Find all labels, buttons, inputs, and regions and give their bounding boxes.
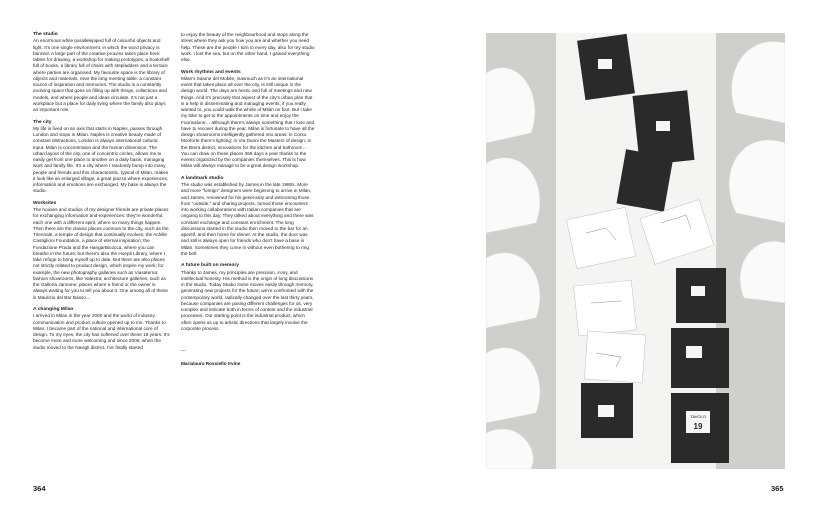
section-heading: Work rhythms and events — [181, 69, 241, 75]
section-heading: A landmark studio — [181, 175, 224, 181]
sketchbook — [584, 331, 645, 383]
box-label — [656, 121, 670, 131]
section-body-continued: to enjoy the beauty of the neighbourhood and stops along the street where they ask you how you are and whether you need help. These are the people I turn to every day, also for my studio work. I lost the sea, but on the other hand, I gained everything else. — [181, 32, 315, 62]
page-number-right: 365 — [771, 484, 784, 493]
photo-illustration — [486, 33, 785, 469]
section-body: My life is lived on an axis that starts in Naples, passes through London and stops in Milan. Naples is creative beauty made of constant distractions, London is always international cultural input. Milan is concentration and the human dimension. The urban layout of the city, one of concentric circles, allows me to easily get from one place to another on a daily basis, managing work and family life. It’s a city where I randomly bump into many people and friends and this characteristic, typical of Milan, makes it look like an enlarged village, a great piazza where experiences, information and emotions are exchanged. My base is always the studio. — [33, 125, 169, 194]
section-heading: A changing Milan — [33, 307, 74, 312]
studio-table-photo — [486, 33, 785, 469]
section-body: Thanks to James, my principles are precision, irony, and intellectual honesty. His method is the origin of long discussions in the studio. Today Studio Irvine moves easily through memory, generating new projects for the future; we’re confronted with the contemporary world, radically changed over the last thirty years, because companies are posing different challenges for us, very complex and intricate both in terms of content and the industrial processes. Our starting point is the industrial product, which often opens us up to artistic directions that largely involve the corporate process. — [181, 269, 314, 331]
section-body: The houses and studios of my designer friends are private places for exchanging information and experiences: they’re wonderful, each one with a different spirit, where so many things happen. Then there are the classic places common to the city, such as the Triennale, a temple of design that continually evolves; the Achille Castiglioni Foundation, a place of eternal inspiration; the Fondazione Prada and the HangarBicocca, where you can breathe in the future; but there’s also the Hoepli Library, where I take refuge to bring myself up to date. But there are also places not strictly related to product design, which inspire my work; for example, the new photography galleries such as Viasaterna; fashion showrooms, like Valextra; architecture galleries, such as the Galleria Jannone; places where a friend or the owner is always waiting for you to tell you about it. One among all of these is Maurizio del Bar Basso… — [33, 207, 169, 300]
section-body: I arrived in Milan in the year 2000 and the world of industry, communication and product culture opened up to me. Thanks to Milan, I became part of the national and international core of design. To my eyes, the city has softened over these 18 years. It’s become more and more welcoming and since 2006, when the studio moved to the Navigli district, I’ve finally started — [33, 313, 170, 350]
section-body: An enormous white parallelepiped full of colourful objects and light. It’s one single environment, in which the word privacy is banned. A large part of the creative process takes place here: tables for drawing, a workshop for making prototypes, a bookshelf full of books, a library full of chairs with stepladders and a terrace where parties are organised. My favourite space is the library of objects and materials, near the long meeting table: a constant source of inspiration and memories. The studio is a constantly evolving space that goes on filling up with things, collections and models, and where people and ideas circulate. It’s not just a workplace but a place for daily living where the family also plays an important role. — [33, 38, 170, 112]
sketchbook — [574, 280, 637, 336]
section-heading: The city — [33, 119, 52, 125]
section-heading: Worksites — [33, 200, 57, 206]
section-heading: A future built on memory — [181, 263, 239, 269]
section-body: Milan’s Salone del Mobile, inasmuch as it’s an international event that takes place all over the city, is still unique in the design world. The days are hectic and full of meetings and new things. And it’s precisely that aspect of the city’s urban plan that is a help in disseminating and managing events; if you really wanted to, you could walk the whole of Milan on foot. But I take my bike to get to the appointments on time and enjoy the Fuorisalone… although there’s always something that I lose and have to recover during the year. Milan is fortunate to have all the design showrooms intelligently gathered into areas: in Corso Monforte there’s lighting; in Via Durini the Masters of design; in the Brera district, innovations for the kitchen and bathroom… You can draw on these places 365 days a year thanks to the events organized by the companies themselves. This is how Milan will always manage to be a great design workshop. — [181, 75, 315, 169]
section-body: The studio was established by James in the late 1980s. More and more “foreign” designers were beginning to arrive in Milan, and James, renowned for his generosity and welcoming those from “outside,” and sharing projects, turned those encounters into working collaborations with Italian companies that are ongoing to this day. They talked about everything and there was constant exchange and constant enrichment. The long discussions started in the studio then moved to the bar for an aperitif, and then home for dinner. At the studio, the door was and still is always open for friends who don’t have a base in Milan. Sometimes they come in without even bothering to ring the bell. — [181, 182, 314, 256]
section-heading: The studio — [33, 32, 58, 37]
signature-dash: — — [181, 348, 186, 354]
text-column-right — [181, 32, 315, 373]
box-label — [598, 59, 612, 69]
box-label — [686, 346, 702, 358]
text-column-left — [33, 32, 170, 357]
box-label-number: 19 — [693, 422, 703, 431]
page-number-left: 364 — [33, 484, 46, 493]
box-label — [691, 286, 705, 296]
archive-box — [617, 149, 674, 211]
spacer — [181, 338, 315, 348]
box-label — [598, 405, 614, 417]
box-label-text: TAVOLO — [690, 414, 706, 419]
author-name: Marialaura Rossiello Irvine — [181, 360, 241, 366]
